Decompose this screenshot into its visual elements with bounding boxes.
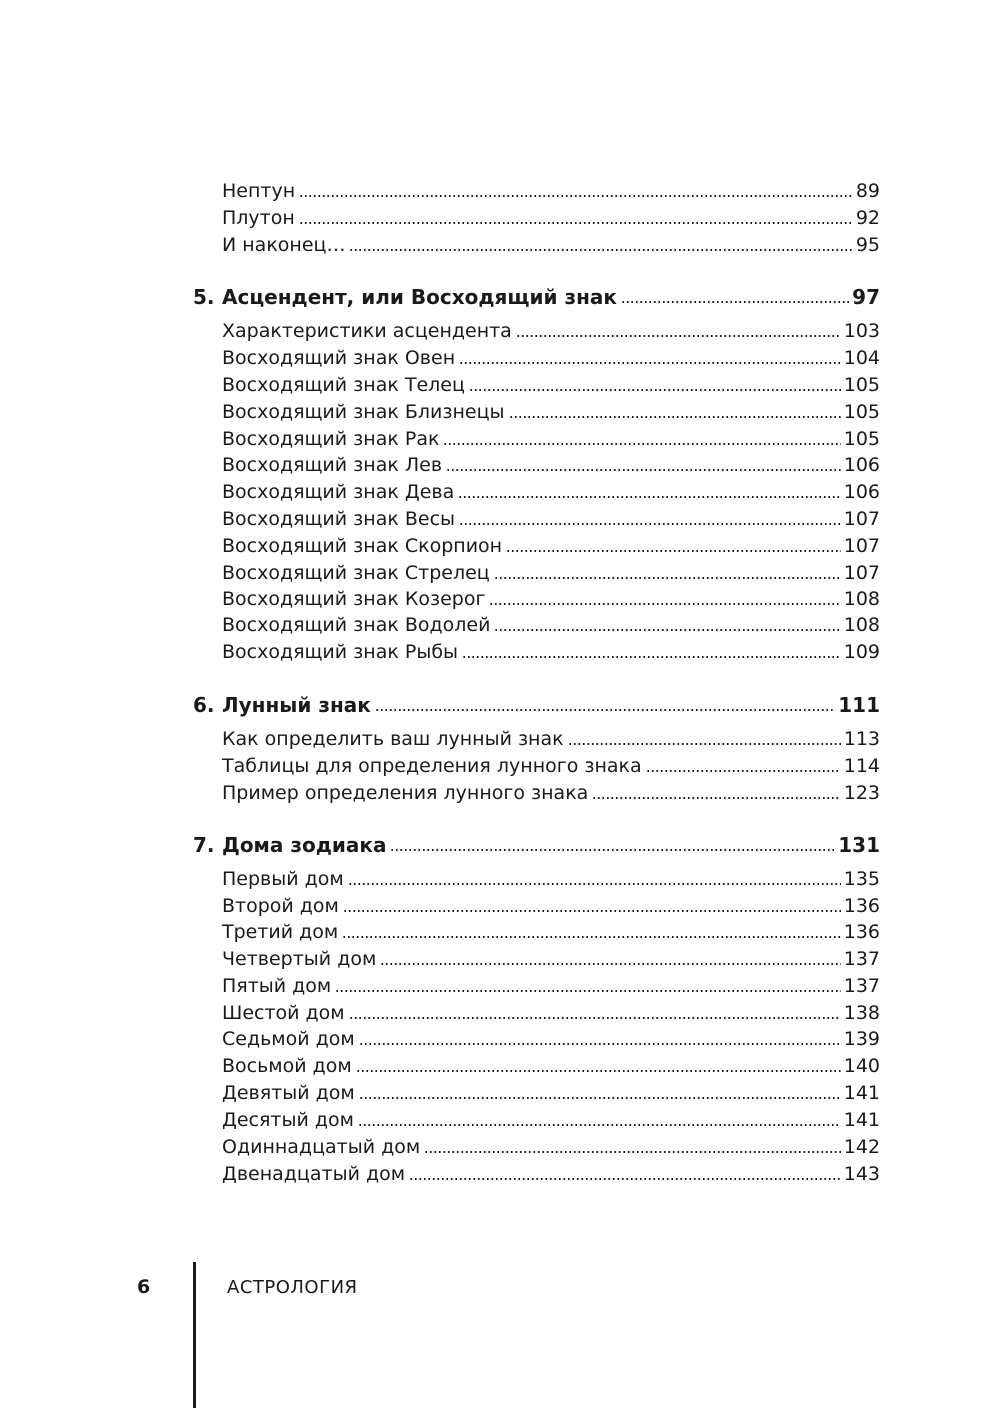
toc-entry[interactable] — [222, 424, 880, 450]
chapter-title — [193, 834, 390, 856]
toc-entry-title: Одиннадцатый дом — [222, 1136, 421, 1158]
toc-entry[interactable] — [222, 1051, 880, 1077]
leader-dots — [359, 1097, 841, 1099]
toc-entry-title: Пятый дом — [222, 975, 332, 997]
leader-dots — [424, 1151, 841, 1153]
toc-entry[interactable] — [222, 477, 880, 503]
leader-dots — [349, 249, 852, 251]
toc-entry-title: Девятый дом — [222, 1082, 355, 1104]
leader-dots — [646, 770, 841, 772]
toc-entry-page: 141 — [843, 1109, 880, 1131]
toc-entry-title: Восходящий знак Козерог — [222, 588, 486, 610]
toc-chapter-heading[interactable] — [193, 830, 880, 856]
chapter-page: 131 — [838, 833, 880, 857]
toc-entry-page: 138 — [843, 1002, 880, 1024]
leader-dots — [390, 849, 835, 851]
leader-dots — [592, 797, 840, 799]
toc-entry-page: 143 — [843, 1163, 880, 1185]
leader-dots — [409, 1178, 841, 1180]
leader-dots — [348, 883, 841, 885]
toc-entry-title: Двенадцатый дом — [222, 1163, 406, 1185]
toc-entry-title: Восходящий знак Весы — [222, 508, 456, 530]
leader-dots — [516, 335, 841, 337]
toc-chapter-heading[interactable] — [193, 282, 880, 308]
toc-entry-page: 137 — [843, 948, 880, 970]
toc-entry-title: Восходящий знак Овен — [222, 347, 456, 369]
leader-dots — [458, 496, 841, 498]
toc-entry-page: 106 — [843, 454, 880, 476]
toc-entry[interactable] — [222, 1159, 880, 1185]
toc-entry-title: Третий дом — [222, 921, 339, 943]
chapter-title-text: Асцендент, или Восходящий знак — [222, 285, 617, 309]
toc-entry[interactable] — [222, 176, 880, 202]
toc-entry-page: 123 — [843, 782, 880, 804]
toc-entry-title: Нептун — [222, 180, 296, 202]
leader-dots — [299, 222, 853, 224]
toc-entry-page: 114 — [843, 755, 880, 777]
toc-entry-title: Таблицы для определения лунного знака — [222, 755, 642, 777]
chapter-title — [193, 694, 375, 716]
toc-entry-page: 105 — [843, 428, 880, 450]
leader-dots — [459, 523, 841, 525]
toc-entry[interactable] — [222, 891, 880, 917]
toc-entry-page: 136 — [843, 921, 880, 943]
toc-entry-title: Седьмой дом — [222, 1028, 355, 1050]
toc-entry-page: 113 — [843, 728, 880, 750]
toc-entry-title: Десятый дом — [222, 1109, 354, 1131]
chapter-number: 6. — [193, 693, 215, 717]
toc-entry[interactable] — [222, 397, 880, 423]
toc-chapter-heading[interactable] — [193, 690, 880, 716]
toc-entry-page: 108 — [843, 588, 880, 610]
chapter-number: 7. — [193, 833, 215, 857]
toc-entry-title: И наконец… — [222, 234, 346, 256]
leader-dots — [509, 416, 841, 418]
toc-entry-title: Характеристики асцендента — [222, 320, 512, 342]
toc-entry-title: Как определить ваш лунный знак — [222, 728, 564, 750]
toc-entry-page: 106 — [843, 481, 880, 503]
toc-entry[interactable] — [222, 724, 880, 750]
leader-dots — [469, 389, 841, 391]
leader-dots — [342, 936, 840, 938]
toc-entry[interactable] — [222, 1132, 880, 1158]
footer-divider — [193, 1262, 196, 1408]
chapter-title — [193, 286, 621, 308]
toc-entry-title: Второй дом — [222, 895, 339, 917]
toc-entry[interactable] — [222, 1024, 880, 1050]
toc-entry-page: 104 — [843, 347, 880, 369]
toc-entry-page: 107 — [843, 535, 880, 557]
toc-entry-title: Восходящий знак Лев — [222, 454, 443, 476]
toc-entry[interactable] — [222, 504, 880, 530]
toc-entry[interactable] — [222, 531, 880, 557]
toc-entry[interactable] — [222, 203, 880, 229]
leader-dots — [349, 1017, 841, 1019]
toc-entry[interactable] — [222, 610, 880, 636]
toc-entry-title: Восходящий знак Рыбы — [222, 641, 459, 663]
toc-entry-title: Восходящий знак Стрелец — [222, 562, 490, 584]
toc-entry-page: 105 — [843, 401, 880, 423]
leader-dots — [359, 1043, 841, 1045]
toc-entry[interactable] — [222, 751, 880, 777]
leader-dots — [506, 550, 841, 552]
toc-entry-page: 107 — [843, 562, 880, 584]
toc-entry-title: Восходящий знак Водолей — [222, 614, 491, 636]
leader-dots — [568, 743, 841, 745]
toc-entry-page: 95 — [855, 234, 880, 256]
toc-entry-title: Шестой дом — [222, 1002, 345, 1024]
leader-dots — [358, 1124, 841, 1126]
toc-entry-page: 103 — [843, 320, 880, 342]
toc-entry-title: Восьмой дом — [222, 1055, 352, 1077]
leader-dots — [343, 910, 841, 912]
leader-dots — [494, 629, 840, 631]
toc-entry-title: Восходящий знак Близнецы — [222, 401, 505, 423]
leader-dots — [356, 1070, 841, 1072]
chapter-title-text: Дома зодиака — [222, 833, 387, 857]
footer-running-title: АСТРОЛОГИЯ — [227, 1277, 358, 1298]
toc-entry-title: Первый дом — [222, 868, 344, 890]
leader-dots — [443, 443, 840, 445]
toc-entry-title: Восходящий знак Телец — [222, 374, 465, 396]
leader-dots — [494, 577, 841, 579]
toc-entry[interactable] — [222, 864, 880, 890]
leader-dots — [459, 362, 841, 364]
leader-dots — [621, 301, 849, 303]
toc-entry[interactable] — [222, 343, 880, 369]
leader-dots — [375, 709, 835, 711]
leader-dots — [380, 963, 840, 965]
toc-entry-title: Плутон — [222, 207, 295, 229]
leader-dots — [462, 656, 841, 658]
chapter-title-text: Лунный знак — [222, 693, 371, 717]
toc-entry-page: 137 — [843, 975, 880, 997]
toc-entry-page: 108 — [843, 614, 880, 636]
toc-entry-page: 142 — [843, 1136, 880, 1158]
toc-entry[interactable] — [222, 316, 880, 342]
leader-dots — [489, 603, 840, 605]
toc-entry[interactable] — [222, 230, 880, 256]
toc-entry-title: Пример определения лунного знака — [222, 782, 589, 804]
footer-page-number: 6 — [137, 1276, 151, 1298]
toc-entry[interactable] — [222, 558, 880, 584]
toc-entry-page: 135 — [843, 868, 880, 890]
toc-entry[interactable] — [222, 971, 880, 997]
toc-entry[interactable] — [222, 584, 880, 610]
toc-entry[interactable] — [222, 450, 880, 476]
toc-entry[interactable] — [222, 1105, 880, 1131]
toc-entry[interactable] — [222, 1078, 880, 1104]
toc-entry[interactable] — [222, 917, 880, 943]
toc-entry-page: 140 — [843, 1055, 880, 1077]
toc-entry-title: Четвертый дом — [222, 948, 377, 970]
toc-entry[interactable] — [222, 778, 880, 804]
toc-entry-page: 107 — [843, 508, 880, 530]
toc-entry-page: 89 — [855, 180, 880, 202]
leader-dots — [446, 469, 841, 471]
toc-entry-title: Восходящий знак Рак — [222, 428, 440, 450]
toc-entry-page: 109 — [843, 641, 880, 663]
chapter-number: 5. — [193, 285, 215, 309]
toc-entry-page: 105 — [843, 374, 880, 396]
chapter-page: 111 — [838, 693, 880, 717]
toc-entry-page: 141 — [843, 1082, 880, 1104]
toc-entry-page: 139 — [843, 1028, 880, 1050]
toc-entry[interactable] — [222, 637, 880, 663]
toc-entry-title: Восходящий знак Скорпион — [222, 535, 503, 557]
leader-dots — [299, 195, 853, 197]
toc-entry-page: 136 — [843, 895, 880, 917]
toc-entry[interactable] — [222, 998, 880, 1024]
chapter-page: 97 — [852, 285, 880, 309]
leader-dots — [335, 990, 840, 992]
toc-entry[interactable] — [222, 370, 880, 396]
toc-entry-title: Восходящий знак Дева — [222, 481, 455, 503]
toc-entry[interactable] — [222, 944, 880, 970]
toc-entry-page: 92 — [855, 207, 880, 229]
